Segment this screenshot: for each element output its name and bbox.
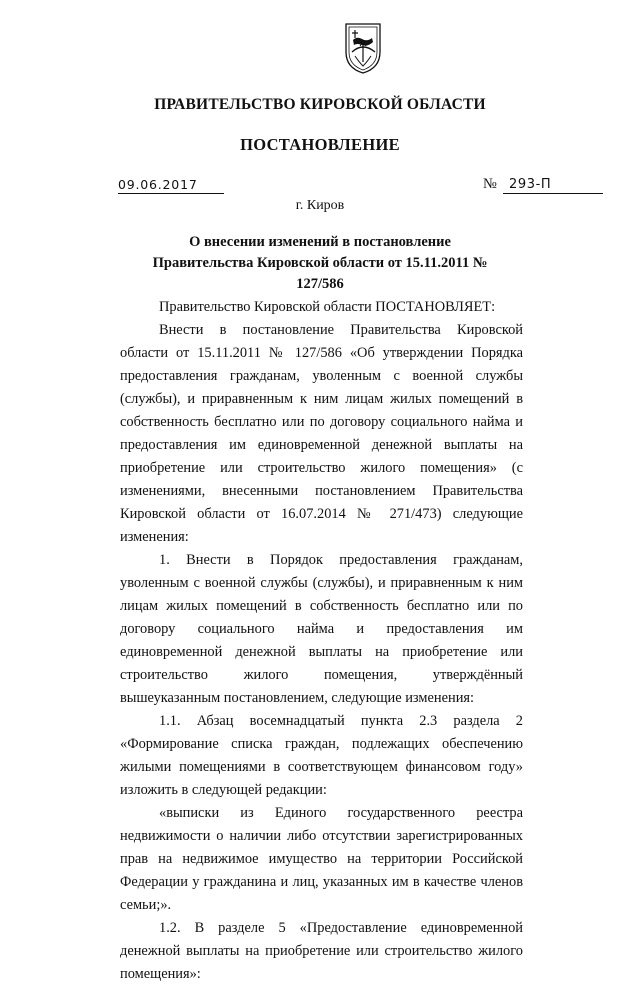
body-paragraph: Внести в постановление Правительства Кировской области от 15.11.2011 № 127/586 «Об утверждении Порядка предоставления гражданам, уволенным с военной службы (службы), и приравненным к ним лицам жилых помещений в собственность бесплатно или по договору социального найма и предоставления им единовременной денежной выплаты на приобретение или строительство жилого помещения» (с изменениями, внесенными постановлением Правительства Кировской области от 16.07.2014 № 271/473) следующие изменения: <box>120 322 523 545</box>
government-name: ПРАВИТЕЛЬСТВО КИРОВСКОЙ ОБЛАСТИ <box>154 96 486 113</box>
number-value: 293-П <box>503 176 603 194</box>
number-sign: № <box>483 176 497 192</box>
intro-paragraph: Правительство Кировской области ПОСТАНОВЛЯЕТ: <box>159 299 496 315</box>
body-paragraph: 1.2. В разделе 5 «Предоставление единовременной денежной выплаты на приобретение или строительство жилого помещения»: <box>120 920 523 982</box>
body-paragraph: «выписки из Единого государственного реестра недвижимости о наличии либо отсутствии зарегистрированных прав на недвижимое имущество на территории Российской Федерации у гражданина и лиц, указанных им в качестве членов семьи;». <box>120 805 523 913</box>
kirov-oblast-coat-of-arms-icon <box>343 22 383 74</box>
document-date: 09.06.2017 <box>118 176 224 194</box>
body-paragraph: 1. Внести в Порядок предоставления гражданам, уволенным с военной службы (службы), и приравненным к ним лицам жилых помещений в собственность бесплатно или по договору социального найма и предоставления им единовременной денежной выплаты на приобретение или строительство жилого помещения, утверждённый вышеуказанным постановлением, следующие изменения: <box>120 552 523 706</box>
document-type: ПОСТАНОВЛЕНИЕ <box>240 135 400 154</box>
document-body <box>120 296 523 986</box>
document-subject: О внесении изменений в постановление Правительства Кировской области от 15.11.2011 № 127/586 <box>152 234 488 292</box>
body-paragraph: 1.1. Абзац восемнадцатый пункта 2.3 раздела 2 «Формирование списка граждан, подлежащих обеспечению жилыми помещениями в соответствующем финансовом году» изложить в следующей редакции: <box>120 713 523 798</box>
city: г. Киров <box>295 198 345 213</box>
